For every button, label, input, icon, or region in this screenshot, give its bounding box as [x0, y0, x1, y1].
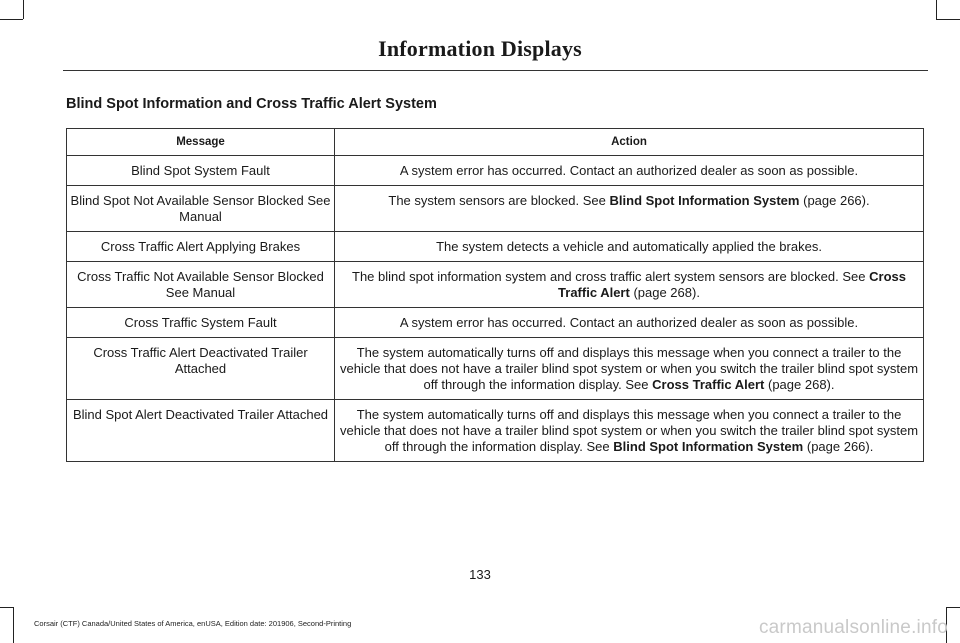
table-row: [67, 400, 924, 462]
action-text: The system detects a vehicle and automatically applied the brakes.: [436, 239, 822, 254]
cross-reference-link[interactable]: Blind Spot Information System: [613, 439, 804, 454]
message-cell: Cross Traffic Alert Applying Brakes: [67, 232, 335, 262]
action-cell: [335, 156, 924, 186]
see-label: See: [582, 193, 606, 208]
crop-mark: [13, 607, 14, 643]
action-text: The system sensors are blocked.: [388, 193, 580, 208]
crop-mark: [0, 19, 23, 20]
crop-mark: [0, 607, 13, 608]
crop-mark: [946, 607, 960, 608]
table-row: [67, 338, 924, 400]
table-row: [67, 232, 924, 262]
action-text: The system automatically turns off and displays this message when you connect a trailer to the vehicle that does not have a trailer blind spot system or when you switch the trailer blind spot system off through the information display.: [339, 345, 919, 392]
header-message: Message: [67, 129, 335, 156]
table-row: [67, 186, 924, 232]
action-cell: [335, 262, 924, 308]
page-number: 133: [469, 567, 491, 582]
see-label: See: [625, 377, 649, 392]
page-reference: (page 266).: [806, 439, 874, 454]
action-text: The system automatically turns off and displays this message when you connect a trailer to the vehicle that does not have a trailer blind spot system or when you switch the trailer blind spot system off through the information display.: [339, 407, 919, 454]
message-cell: Blind Spot Not Available Sensor Blocked See Manual: [67, 186, 335, 232]
header-divider: [63, 70, 928, 71]
message-table: [66, 128, 924, 462]
page-title: Information Displays: [378, 36, 582, 61]
message-cell: Cross Traffic System Fault: [67, 308, 335, 338]
crop-mark: [936, 0, 937, 19]
crop-mark: [23, 0, 24, 19]
table-row: [67, 156, 924, 186]
table-row: [67, 308, 924, 338]
message-cell: Blind Spot Alert Deactivated Trailer Attached: [67, 400, 335, 462]
action-cell: [335, 308, 924, 338]
see-label: See: [842, 269, 866, 284]
action-cell: [335, 186, 924, 232]
message-cell: Cross Traffic Alert Deactivated Trailer Attached: [67, 338, 335, 400]
action-text: A system error has occurred. Contact an authorized dealer as soon as possible.: [399, 163, 859, 178]
action-text: The blind spot information system and cross traffic alert system sensors are blocked.: [352, 269, 839, 284]
crop-mark: [936, 19, 960, 20]
edition-footer: Corsair (CTF) Canada/United States of America, enUSA, Edition date: 201906, Second-Printing: [34, 619, 352, 628]
header-action: Action: [335, 129, 924, 156]
see-label: See: [586, 439, 610, 454]
message-cell: Blind Spot System Fault: [67, 156, 335, 186]
table-header-row: [67, 129, 924, 156]
action-cell: [335, 338, 924, 400]
action-cell: [335, 232, 924, 262]
section-title: Blind Spot Information and Cross Traffic Alert System: [66, 96, 437, 112]
page-reference: (page 268).: [768, 377, 835, 392]
cross-reference-link[interactable]: Blind Spot Information System: [609, 193, 800, 208]
page-reference: (page 266).: [803, 193, 870, 208]
cross-reference-link[interactable]: Cross Traffic Alert: [652, 377, 765, 392]
watermark: carmanualsonline.info: [758, 617, 948, 638]
action-text: A system error has occurred. Contact an authorized dealer as soon as possible.: [399, 315, 859, 330]
cross-reference-link[interactable]: Cross Traffic Alert: [558, 269, 906, 300]
page-reference: (page 268).: [633, 285, 700, 300]
message-cell: Cross Traffic Not Available Sensor Blocked See Manual: [67, 262, 335, 308]
action-cell: [335, 400, 924, 462]
table-row: [67, 262, 924, 308]
